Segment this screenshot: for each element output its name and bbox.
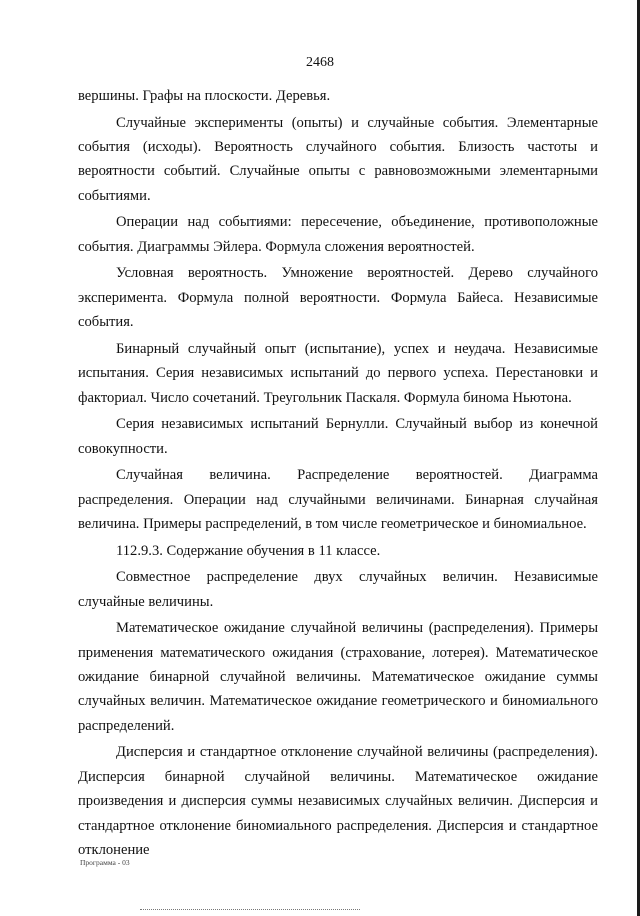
body-text <box>78 84 598 862</box>
paragraph: Совместное распределение двух случайных величин. Независимые случайные величины. <box>78 569 598 610</box>
paragraph: Дисперсия и стандартное отклонение случайной величины (распределения). Дисперсия бинарной случайной величины. Математическое ожидание произведения и дисперсия суммы независимых случайных величин. Дисперсия и стандартное отклонение биномиального распределения. Дисперсия и стандартное отклонение <box>78 744 598 859</box>
paragraph: Условная вероятность. Умножение вероятностей. Дерево случайного эксперимента. Формула полной вероятности. Формула Байеса. Независимые события. <box>78 265 598 331</box>
bottom-edge-dots <box>140 909 360 911</box>
paragraph: Математическое ожидание случайной величины (распределения). Примеры применения математического ожидания (страхование, лотерея). Математическое ожидание бинарной случайной величины. Математическое ожидание суммы случайных величин. Математическое ожидание геометрического и биномиального распределений. <box>78 620 598 734</box>
paragraph: вершины. Графы на плоскости. Деревья. <box>78 88 331 104</box>
paragraph: Случайная величина. Распределение вероятностей. Диаграмма распределения. Операции над случайными величинами. Бинарная случайная величина. Примеры распределений, в том числе геометрическое и биномиальное. <box>78 467 598 533</box>
paragraph: Серия независимых испытаний Бернулли. Случайный выбор из конечной совокупности. <box>78 416 598 457</box>
page-number: 2468 <box>306 55 334 70</box>
footer-note: Программа - 03 <box>80 858 130 867</box>
paragraph: Бинарный случайный опыт (испытание), успех и неудача. Независимые испытания. Серия независимых испытаний до первого успеха. Перестановки и факториал. Число сочетаний. Треугольник Паскаля. Формула бинома Ньютона. <box>78 340 598 406</box>
paragraph: Операции над событиями: пересечение, объединение, противоположные события. Диаграммы Эйлера. Формула сложения вероятностей. <box>78 214 598 255</box>
section-heading: 112.9.3. Содержание обучения в 11 классе. <box>116 542 381 559</box>
paragraph: Случайные эксперименты (опыты) и случайные события. Элементарные события (исходы). Вероятность случайного события. Близость частоты и вероятности событий. Случайные опыты с равновозможными элементарными событиями. <box>78 114 598 204</box>
